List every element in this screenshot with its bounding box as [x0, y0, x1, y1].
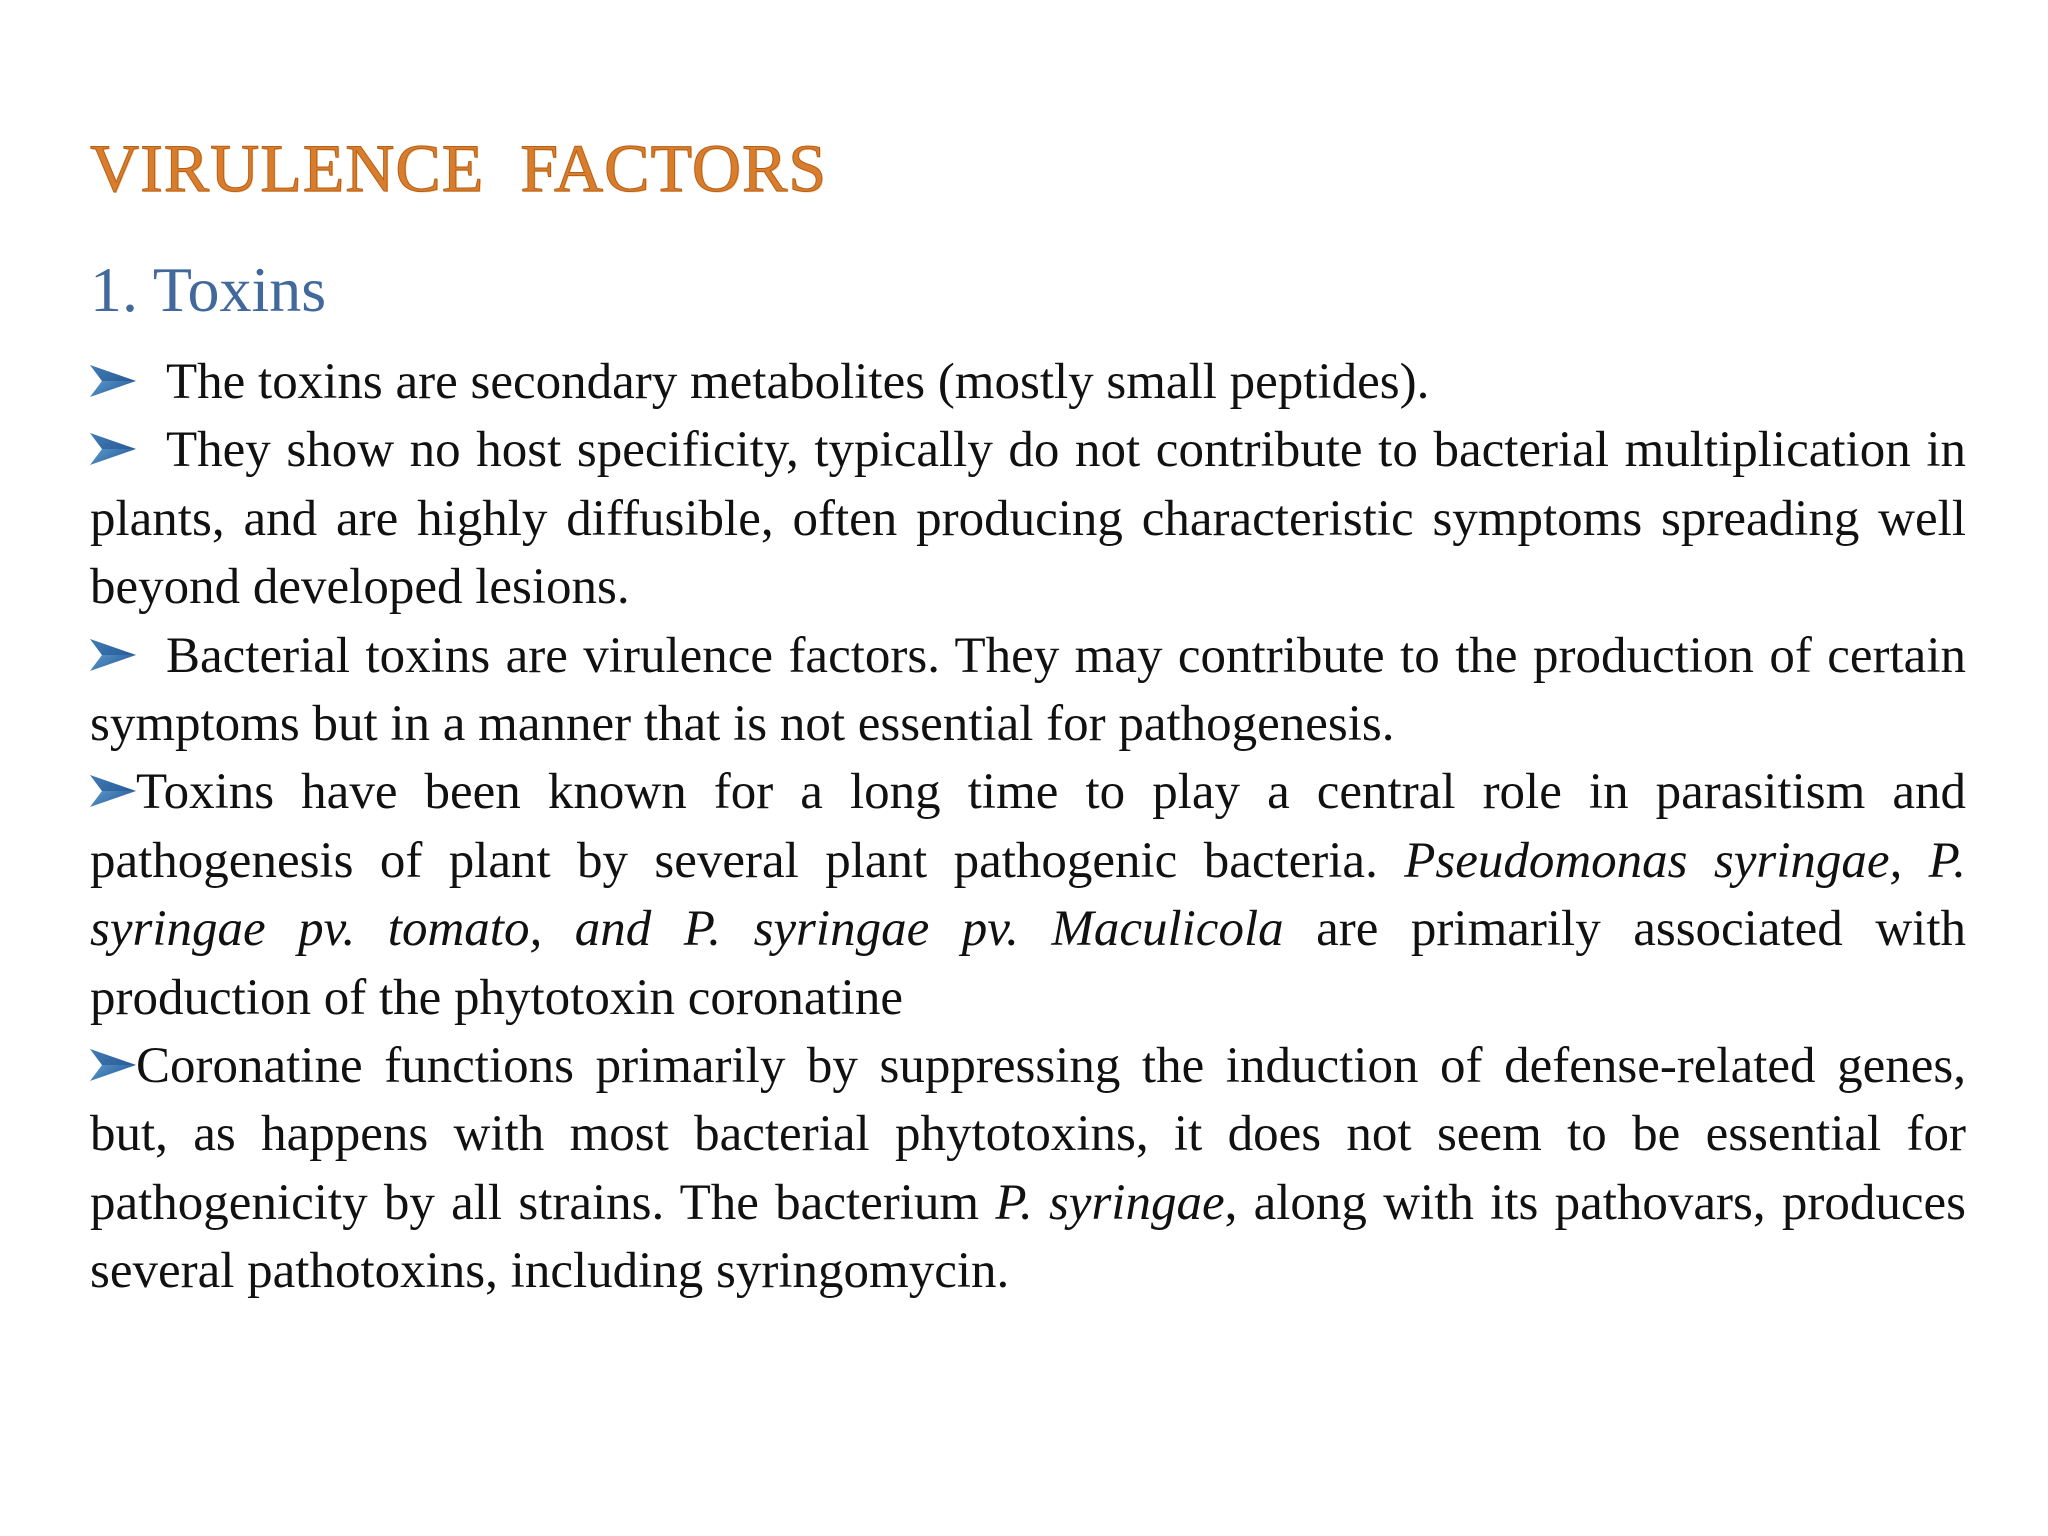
- arrowhead-icon: [90, 361, 136, 401]
- arrowhead-icon: [90, 429, 136, 469]
- bullet-item: [90, 1032, 1966, 1306]
- arrowhead-icon: [90, 635, 136, 675]
- bullet-item: [90, 348, 1966, 416]
- species-names: Pseudomonas syringae, P. syringae pv. tomato, and P. syringae pv. Maculicola: [90, 832, 1966, 958]
- bullet-text: Toxins have been known for a long time to play a central role in parasitism and pathogenesis of plant by several plant pathogenic bacteria.: [90, 764, 1966, 889]
- bullet-text: They show no host specificity, typically do not contribute to bacterial multiplication in plants, and are highly diffusible, often producing characteristic symptoms spreading well beyond developed lesions.: [90, 422, 1966, 616]
- bullet-text: Coronatine functions primarily by suppressing the induction of defense-related genes, but, as happens with most bacterial phytotoxins, it does not seem to be essential for pathogenicity by all strains. The bacterium: [90, 1038, 1966, 1231]
- bullet-text-tail: are primarily associated with production of the phytotoxin coronatine: [90, 901, 1966, 1026]
- bullet-text: Bacterial toxins are virulence factors. They may contribute to the production of certain symptoms but in a manner that is not essential for pathogenesis.: [90, 627, 1966, 753]
- bullet-item: [90, 622, 1966, 759]
- slide-title: VIRULENCE FACTORS: [90, 130, 828, 206]
- bullet-item: [90, 758, 1966, 1032]
- arrowhead-icon: [90, 771, 136, 811]
- bullet-item: [90, 416, 1966, 621]
- species-name: P. syringae: [995, 1174, 1225, 1231]
- bullet-list: [90, 348, 1966, 1306]
- section-heading: 1. Toxins: [90, 254, 327, 325]
- bullet-text: The toxins are secondary metabolites (mostly small peptides).: [166, 354, 1430, 410]
- arrowhead-icon: [90, 1045, 136, 1085]
- bullet-text-tail: , along with its pathovars, produces several pathotoxins, including syringomycin.: [90, 1174, 1967, 1300]
